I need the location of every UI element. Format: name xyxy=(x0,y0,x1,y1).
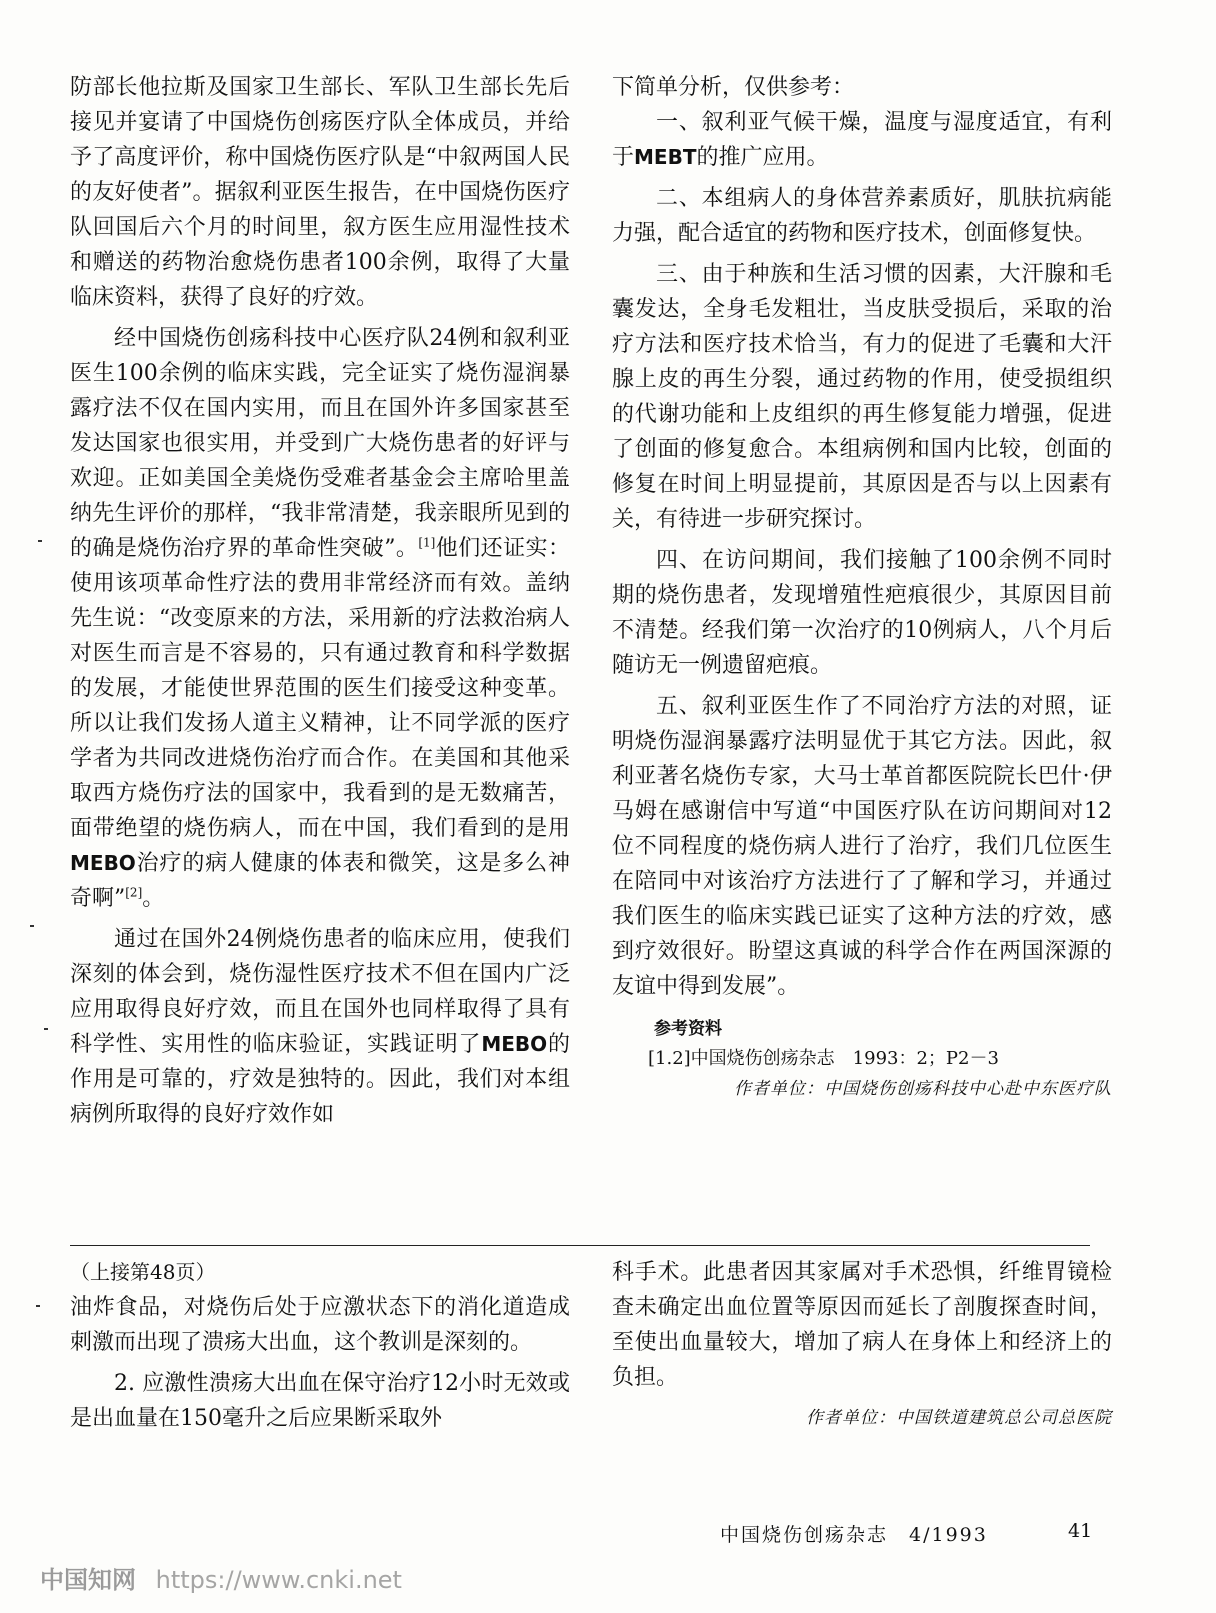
mebt-term: MEBT xyxy=(634,145,697,169)
text-run: 的作用是可靠的，疗效是独特的。因此，我们对本组病例所取得的良好疗效作如 xyxy=(70,1032,570,1127)
author-affiliation: 作者单位：中国烧伤创疡科技中心赴中东医疗队 xyxy=(734,1079,1112,1099)
author-affiliation: 作者单位：中国铁道建筑总公司总医院 xyxy=(806,1408,1112,1428)
paragraph: 五、叙利亚医生作了不同治疗方法的对照，证明烧伤湿润暴露疗法明显优于其它方法。因此，叙利亚著名烧伤专家，大马士革首都医院院长巴什·伊马姆在感谢信中写道“中国医疗队在访问期间对12位不同程度的烧伤病人进行了治疗，我们几位医生在陪同中对该治疗方法进行了了解和学习，并通过我们医生的临床实践已证实了这种方法的疗效，感到疗效很好。盼望这真诚的科学合作在两国深源的友谊中得到发展”。 xyxy=(612,694,1112,999)
section-divider xyxy=(70,1245,1090,1246)
scan-speck xyxy=(36,1305,40,1307)
journal-footer: 中国烧伤创疡杂志 4/1993 xyxy=(720,1524,988,1546)
paragraph: 科手术。此患者因其家属对手术恐惧，纤维胃镜检查未确定出血位置等原因而延长了剖腹探查时间，至使出血量较大，增加了病人在身体上和经济上的负担。 xyxy=(612,1260,1112,1390)
cnki-watermark xyxy=(40,1560,402,1595)
paragraph: 四、在访问期间，我们接触了100余例不同时期的烧伤患者，发现增殖性疤痕很少，其原因目前不清楚。经我们第一次治疗的10例病人，八个月后随访无一例遗留疤痕。 xyxy=(612,548,1112,678)
citation-1: [1] xyxy=(418,535,436,550)
cnki-url: https://www.cnki.net xyxy=(155,1566,402,1594)
text-run: 通过在国外24例烧伤患者的临床应用，使我们深刻的体会到，烧伤湿性医疗技术不但在国内广泛应用取得良好疗效，而且在国外也同样取得了具有科学性、实用性的临床验证，实践证明了 xyxy=(70,927,570,1057)
paragraph: 三、由于种族和生活习惯的因素，大汗腺和毛囊发达，全身毛发粗壮，当皮肤受损后，采取的治疗方法和医疗技术恰当，有力的促进了毛囊和大汗腺上皮的再生分裂，通过药物的作用，使受损组织的代谢功能和上皮组织的再生修复能力增强，促进了创面的修复愈合。本组病例和国内比较，创面的修复在时间上明显提前，其原因是否与以上因素有关，有待进一步研究探讨。 xyxy=(612,262,1112,532)
bottom-left-column xyxy=(70,1255,570,1436)
text-run: 。 xyxy=(142,886,165,911)
text-run: 治疗的病人健康的体表和微笑，这是多么神奇啊” xyxy=(70,851,570,911)
text-run: 经中国烧伤创疡科技中心医疗队24例和叙利亚医生100余例的临床实践，完全证实了烧伤湿润暴露疗法不仅在国内实用，而且在国外许多国家甚至发达国家也很实用，并受到广大烧伤患者的好评与欢迎。正如美国全美烧伤受难者基金会主席哈里盖纳先生评价的那样，“我非常清楚，我亲眼所见到的的确是烧伤治疗界的革命性突破”。 xyxy=(70,326,570,561)
paragraph: 2. 应激性溃疡大出血在保守治疗12小时无效或是出血量在150毫升之后应果断采取外 xyxy=(70,1371,570,1431)
bottom-right-column xyxy=(612,1255,1112,1433)
paragraph: 二、本组病人的身体营养素质好，肌肤抗病能力强，配合适宜的药物和医疗技术，创面修复快。 xyxy=(612,186,1112,246)
scan-speck xyxy=(38,540,42,542)
paragraph: 防部长他拉斯及国家卫生部长、军队卫生部长先后接见并宴请了中国烧伤创疡医疗队全体成员，并给予了高度评价，称中国烧伤医疗队是“中叙两国人民的友好使者”。据叙利亚医生报告，在中国烧伤医疗队回国后六个月的时间里，叙方医生应用湿性技术和赠送的药物治愈烧伤患者100余例，取得了大量临床资料，获得了良好的疗效。 xyxy=(70,75,570,310)
references-title: 参考资料 xyxy=(654,1019,722,1039)
text-run: 的推广应用。 xyxy=(696,145,829,170)
mebo-term: MEBO xyxy=(70,851,136,875)
paragraph xyxy=(70,321,570,916)
paragraph xyxy=(70,922,570,1132)
mebo-term: MEBO xyxy=(481,1032,548,1056)
left-column xyxy=(70,70,570,1132)
paragraph xyxy=(612,105,1112,175)
paragraph: 下简单分析，仅供参考： xyxy=(612,75,855,100)
reference-item: [1.2]中国烧伤创疡杂志 1993：2；P2－3 xyxy=(648,1048,999,1069)
scan-speck xyxy=(44,1028,48,1030)
paragraph: 油炸食品，对烧伤后处于应激状态下的消化道造成刺激而出现了溃疡大出血，这个教训是深刻的。 xyxy=(70,1295,570,1355)
text-run: 他们还证实：使用该项革命性疗法的费用非常经济而有效。盖纳先生说：“改变原来的方法，采用新的疗法救治病人对医生而言是不容易的，只有通过教育和科学数据的发展，才能使世界范围的医生们接受这种变革。所以让我们发扬人道主义精神，让不同学派的医疗学者为共同改进烧伤治疗而合作。在美国和其他采取西方烧伤疗法的国家中，我看到的是无数痛苦，面带绝望的烧伤病人，而在中国，我们看到的是用 xyxy=(70,536,570,841)
citation-2: [2] xyxy=(125,885,143,900)
right-column xyxy=(612,70,1112,1104)
cnki-logo: 中国知网 xyxy=(40,1566,136,1594)
scan-speck xyxy=(30,925,34,927)
text-run: 一、叙利亚气候干燥，温度与湿度适宜，有利于 xyxy=(612,110,1112,170)
continued-note: （上接第48页） xyxy=(70,1260,216,1284)
page-number: 41 xyxy=(1068,1520,1093,1542)
